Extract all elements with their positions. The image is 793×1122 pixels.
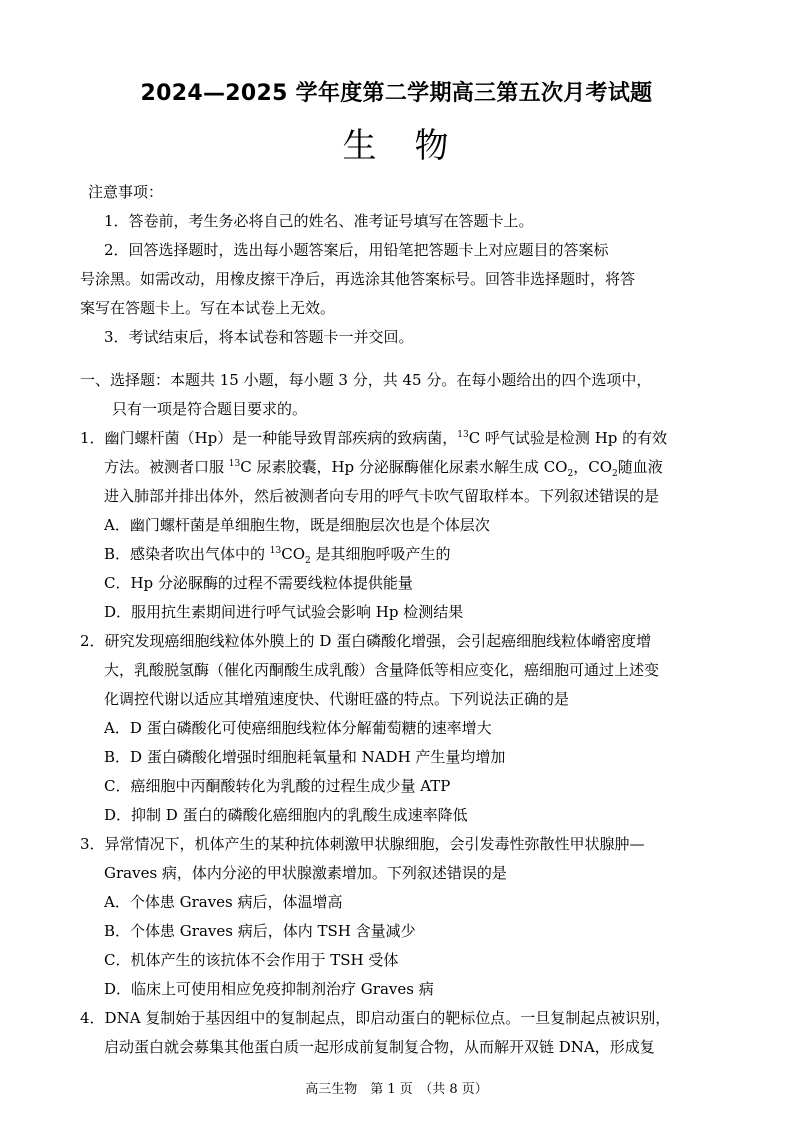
question-3-line-2: Graves 病，体内分泌的甲状腺激素增加。下列叙述错误的是 [104,864,507,882]
subject-title: 生 物 [342,126,451,166]
question-4-line-2: 启动蛋白就会募集其他蛋白质一起形成前复制复合物，从而解开双链 DNA，形成复 [104,1038,655,1056]
notice-item-2-line-1: 2．回答选择题时，选出每小题答案后，用铅笔把答题卡上对应题目的答案标 [104,241,609,259]
question-2-option-a: A．D 蛋白磷酸化可使癌细胞线粒体分解葡萄糖的速率增大 [104,719,492,737]
question-1-option-a: A．幽门螺杆菌是单细胞生物，既是细胞层次也是个体层次 [104,516,490,534]
question-3-option-b: B．个体患 Graves 病后，体内 TSH 含量减少 [104,922,416,940]
exam-title: 2024—2025 学年度第二学期高三第五次月考试题 [140,81,653,106]
question-1-line-2: 方法。被测者口服 $^{13}$C 尿素胶囊，Hp 分泌脲酶催化尿素水解生成 $CO_2$，$CO_2$随血液 [104,458,663,479]
notice-item-1: 1．答卷前，考生务必将自己的姓名、准考证号填写在答题卡上。 [104,212,534,230]
notice-item-3: 3．考试结束后，将本试卷和答题卡一并交回。 [104,328,414,346]
question-3-line-1: 3．异常情况下，机体产生的某种抗体刺激甲状腺细胞，会引发毒性弥散性甲状腺肿— [80,835,645,853]
question-1-line-1: 1．幽门螺杆菌（Hp）是一种能导致胃部疾病的致病菌，$^{13}$C 呼气试验是检测 Hp 的有效 [80,429,668,447]
question-2-line-2: 大，乳酸脱氢酶（催化丙酮酸生成乳酸）含量降低等相应变化，癌细胞可通过上述变 [104,661,660,679]
question-3-option-c: C．机体产生的该抗体不会作用于 TSH 受体 [104,951,399,969]
question-2-option-b: B．D 蛋白磷酸化增强时细胞耗氧量和 NADH 产生量均增加 [104,748,506,766]
question-3-option-a: A．个体患 Graves 病后，体温增高 [104,893,343,911]
notice-item-2-line-3: 案写在答题卡上。写在本试卷上无效。 [80,299,336,317]
notice-item-2-line-2: 号涂黑。如需改动，用橡皮擦干净后，再选涂其他答案标号。回答非选择题时，将答 [80,270,636,288]
section-1-heading: 一、选择题：本题共 15 小题，每小题 3 分，共 45 分。在每小题给出的四个选项中， [80,371,652,389]
notice-heading: 注意事项： [88,183,164,201]
question-2-line-3: 化调控代谢以适应其增殖速度快、代谢旺盛的特点。下列说法正确的是 [104,690,570,708]
question-2-line-1: 2．研究发现癌细胞线粒体外膜上的 D 蛋白磷酸化增强，会引起癌细胞线粒体嵴密度增 [80,632,652,650]
question-1-option-c: C．Hp 分泌脲酶的过程不需要线粒体提供能量 [104,574,413,592]
question-1-option-d: D．服用抗生素期间进行呼气试验会影响 Hp 检测结果 [104,603,464,621]
question-4-line-1: 4．DNA 复制始于基因组中的复制起点，即启动蛋白的靶标位点。一旦复制起点被识别， [80,1009,671,1027]
question-2-option-c: C．癌细胞中丙酮酸转化为乳酸的过程生成少量 ATP [104,777,451,795]
page-footer: 高三生物 第 1 页 （共 8 页） [305,1082,488,1097]
question-3-option-d: D．临床上可使用相应免疫抑制剂治疗 Graves 病 [104,980,434,998]
question-1-option-b: B．感染者吹出气体中的 $^{13}CO_2$ 是其细胞呼吸产生的 [104,545,451,566]
section-1-heading-cont: 只有一项是符合题目要求的。 [112,400,308,418]
question-1-line-3: 进入肺部并排出体外，然后被测者向专用的呼气卡吹气留取样本。下列叙述错误的是 [104,487,660,505]
question-2-option-d: D．抑制 D 蛋白的磷酸化癌细胞内的乳酸生成速率降低 [104,806,468,824]
